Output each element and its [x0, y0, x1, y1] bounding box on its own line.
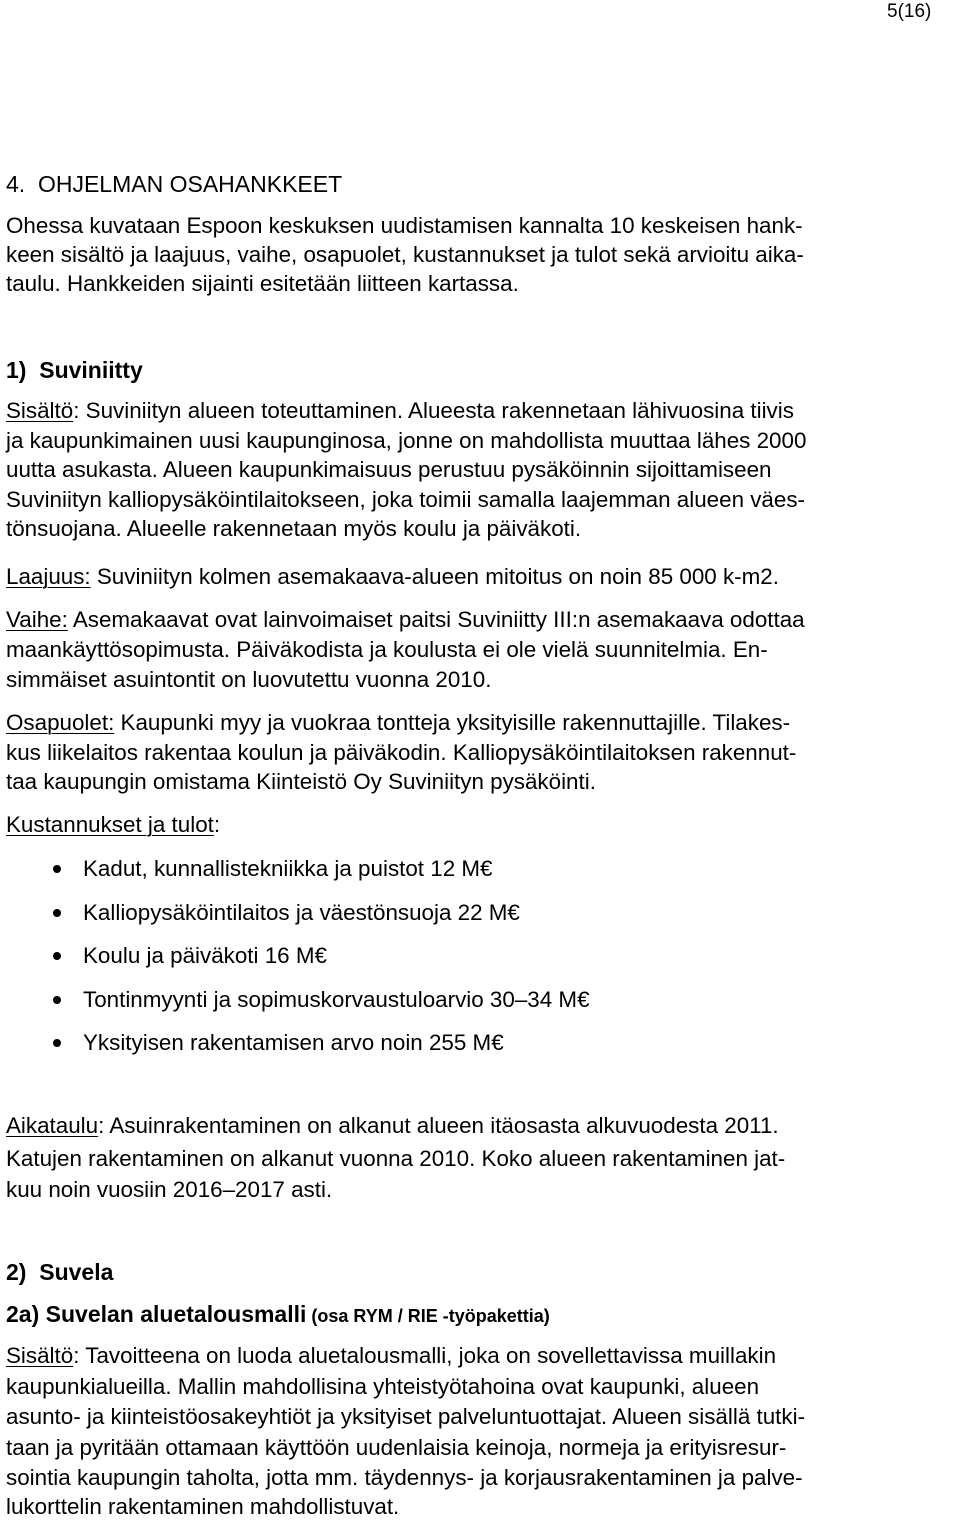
project1-costs-heading: Kustannukset ja tulot: [6, 812, 221, 837]
project1-content-line-3: uutta asukasta. Alueen kaupunkimaisuus perustuu pysäköinnin sijoittamiseen [6, 457, 772, 482]
list-item: Koulu ja päiväkoti 16 M€ [83, 942, 327, 970]
project1-schedule-line-1: Aikataulu: Asuinrakentaminen on alkanut alueen itäosasta alkuvuodesta 2011. [6, 1113, 779, 1138]
list-item: Kadut, kunnallistekniikka ja puistot 12 M€ [83, 855, 492, 883]
project2-title: 2) Suvela [6, 1259, 114, 1285]
parties-label: Osapuolet: [6, 710, 115, 735]
content-label: Sisältö [6, 1343, 74, 1368]
project1-parties-line-3: taa kaupungin omistama Kiinteistö Oy Suviniityn pysäköinti. [6, 769, 596, 794]
project1-phase-line-3: simmäiset asuintontit on luovutettu vuonna 2010. [6, 667, 492, 692]
project2-subtitle: 2a) Suvelan aluetalousmalli (osa RYM / RIE -työpakettia) [6, 1301, 550, 1327]
project1-scope: Laajuus: Suviniityn kolmen asemakaava-alueen mitoitus on noin 85 000 k-m2. [6, 564, 779, 589]
project1-schedule-line-2: Katujen rakentaminen on alkanut vuonna 2010. Koko alueen rakentaminen jat- [6, 1146, 786, 1171]
project2-content-line-1: Sisältö: Tavoitteena on luoda aluetalousmalli, joka on sovellettavissa muillakin [6, 1343, 777, 1368]
bullet-icon [53, 865, 61, 873]
project1-title: 1) Suviniitty [6, 357, 143, 383]
project2-content-line-6: lukorttelin rakentaminen mahdollistuvat. [6, 1494, 400, 1519]
schedule-label: Aikataulu [6, 1113, 99, 1138]
list-item: Yksityisen rakentamisen arvo noin 255 M€ [83, 1029, 504, 1057]
list-item: Kalliopysäköintilaitos ja väestönsuoja 22 M€ [83, 899, 520, 927]
bullet-icon [53, 996, 61, 1004]
project2-content-line-5: sointia kaupungin taholta, jotta mm. täydennys- ja korjausrakentaminen ja palve- [6, 1465, 803, 1490]
phase-label: Vaihe: [6, 607, 68, 632]
bullet-icon [53, 909, 61, 917]
bullet-icon [53, 952, 61, 960]
project1-phase-line-2: maankäyttösopimusta. Päiväkodista ja koulusta ei ole vielä suunnitelmia. En- [6, 637, 768, 662]
section-title: 4. OHJELMAN OSAHANKKEET [6, 171, 343, 197]
project2-content-line-2: kaupunkialueilla. Mallin mahdollisina yhteistyötahoina ovat kaupunki, alueen [6, 1374, 760, 1399]
content-label: Sisältö [6, 398, 74, 423]
page-number: 5(16) [887, 1, 932, 22]
project1-content-line-2: ja kaupunkimainen uusi kaupunginosa, jonne on mahdollista muuttaa lähes 2000 [6, 428, 807, 453]
project1-phase-line-1: Vaihe: Asemakaavat ovat lainvoimaiset paitsi Suviniitty III:n asemakaava odottaa [6, 607, 805, 632]
intro-line-2: keen sisältö ja laajuus, vaihe, osapuolet, kustannukset ja tulot sekä arvioitu aika- [6, 242, 804, 267]
costs-label: Kustannukset ja tulot [6, 812, 214, 837]
project2-content-line-4: taan ja pyritään ottamaan käyttöön uudenlaisia keinoja, normeja ja erityisresur- [6, 1435, 787, 1460]
project2-content-line-3: asunto- ja kiinteistöosakeyhtiöt ja yksityiset palveluntuottajat. Alueen sisällä tutki- [6, 1404, 806, 1429]
project1-schedule-line-3: kuu noin vuosiin 2016–2017 asti. [6, 1177, 333, 1202]
project1-parties-line-1: Osapuolet: Kaupunki myy ja vuokraa tontteja yksityisille rakennuttajille. Tilakes- [6, 710, 791, 735]
project1-content-line-5: tönsuojana. Alueelle rakennetaan myös koulu ja päiväkoti. [6, 516, 582, 541]
project1-content-line-4: Suviniityn kalliopysäköintilaitokseen, joka toimii samalla laajemman alueen väes- [6, 487, 805, 512]
scope-label: Laajuus: [6, 564, 91, 589]
bullet-icon [53, 1039, 61, 1047]
project1-parties-line-2: kus liikelaitos rakentaa koulun ja päiväkodin. Kalliopysäköintilaitoksen rakennut- [6, 740, 797, 765]
list-item: Tontinmyynti ja sopimuskorvaustuloarvio 30–34 M€ [83, 986, 590, 1014]
project1-content-line-1: Sisältö: Suviniityn alueen toteuttaminen. Alueesta rakennetaan lähivuosina tiivis [6, 398, 794, 423]
intro-line-3: taulu. Hankkeiden sijainti esitetään liitteen kartassa. [6, 271, 519, 296]
intro-line-1: Ohessa kuvataan Espoon keskuksen uudistamisen kannalta 10 keskeisen hank- [6, 213, 803, 238]
